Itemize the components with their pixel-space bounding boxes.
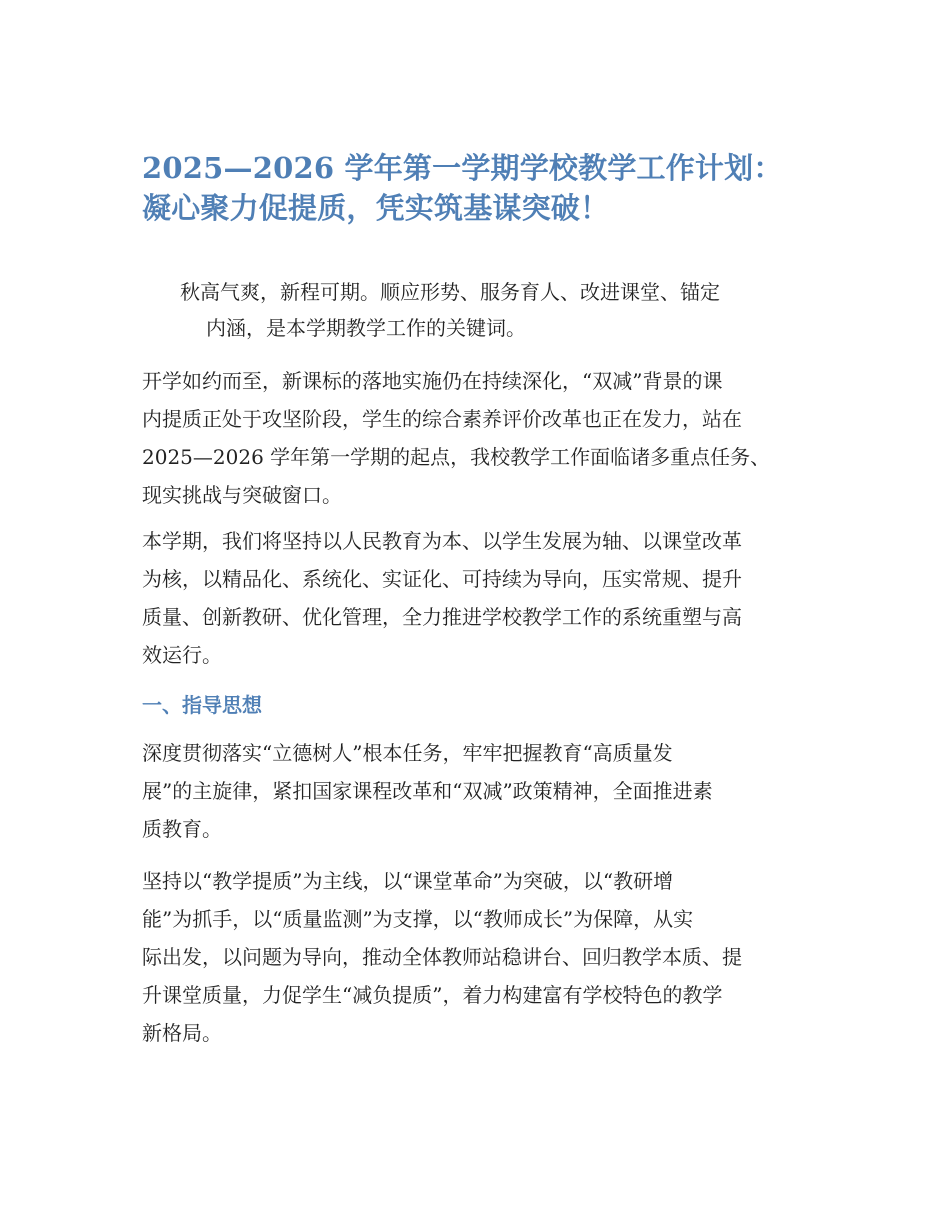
section-heading-guiding-ideology: 一、指导思想 (142, 693, 262, 717)
paragraph-line: 2025—2026 学年第一学期的起点，我校教学工作面临诸多重点任务、 (142, 445, 771, 469)
paragraph-line: 现实挑战与突破窗口。 (142, 483, 342, 507)
paragraph-line: 质量、创新教研、优化管理，全力推进学校教学工作的系统重塑与高 (142, 605, 742, 629)
paragraph-line: 能”为抓手，以“质量监测”为支撑，以“教师成长”为保障，从实 (142, 907, 694, 931)
intro-paragraph (142, 362, 802, 514)
paragraph-line: 新格局。 (142, 1021, 222, 1045)
paragraph-line: 为核，以精品化、系统化、实证化、可持续为导向，压实常规、提升 (142, 567, 742, 591)
paragraph-line: 际出发，以问题为导向，推动全体教师站稳讲台、回归教学本质、提 (142, 945, 742, 969)
paragraph-line: 开学如约而至，新课标的落地实施仍在持续深化，“双减”背景的课 (142, 369, 723, 393)
paragraph-line: 展”的主旋律，紧扣国家课程改革和“双减”政策精神，全面推进素 (142, 779, 713, 803)
paragraph-line: 本学期，我们将坚持以人民教育为本、以学生发展为轴、以课堂改革 (142, 529, 742, 553)
title-line-2: 凝心聚力促提质，凭实筑基谋突破！ (142, 191, 610, 225)
paragraph-line: 效运行。 (142, 643, 222, 667)
lead-line-2: 内涵，是本学期教学工作的关键词。 (206, 316, 526, 340)
paragraph-line: 深度贯彻落实“立德树人”根本任务，牢牢把握教育“高质量发 (142, 741, 673, 765)
paragraph-line: 质教育。 (142, 817, 222, 841)
guiding-paragraph-1 (142, 734, 802, 848)
lead-quote (180, 274, 800, 346)
lead-line-1: 秋高气爽，新程可期。顺应形势、服务育人、改进课堂、锚定 (180, 280, 720, 304)
semester-goal-paragraph (142, 522, 802, 674)
document-title (142, 148, 832, 228)
title-line-1: 2025—2026 学年第一学期学校教学工作计划： (142, 151, 783, 185)
paragraph-line: 坚持以“教学提质”为主线，以“课堂革命”为突破，以“教研增 (142, 869, 674, 893)
paragraph-line: 升课堂质量，力促学生“减负提质”，着力构建富有学校特色的教学 (142, 983, 723, 1007)
paragraph-line: 内提质正处于攻坚阶段，学生的综合素养评价改革也正在发力，站在 (142, 407, 742, 431)
guiding-paragraph-2 (142, 862, 802, 1052)
